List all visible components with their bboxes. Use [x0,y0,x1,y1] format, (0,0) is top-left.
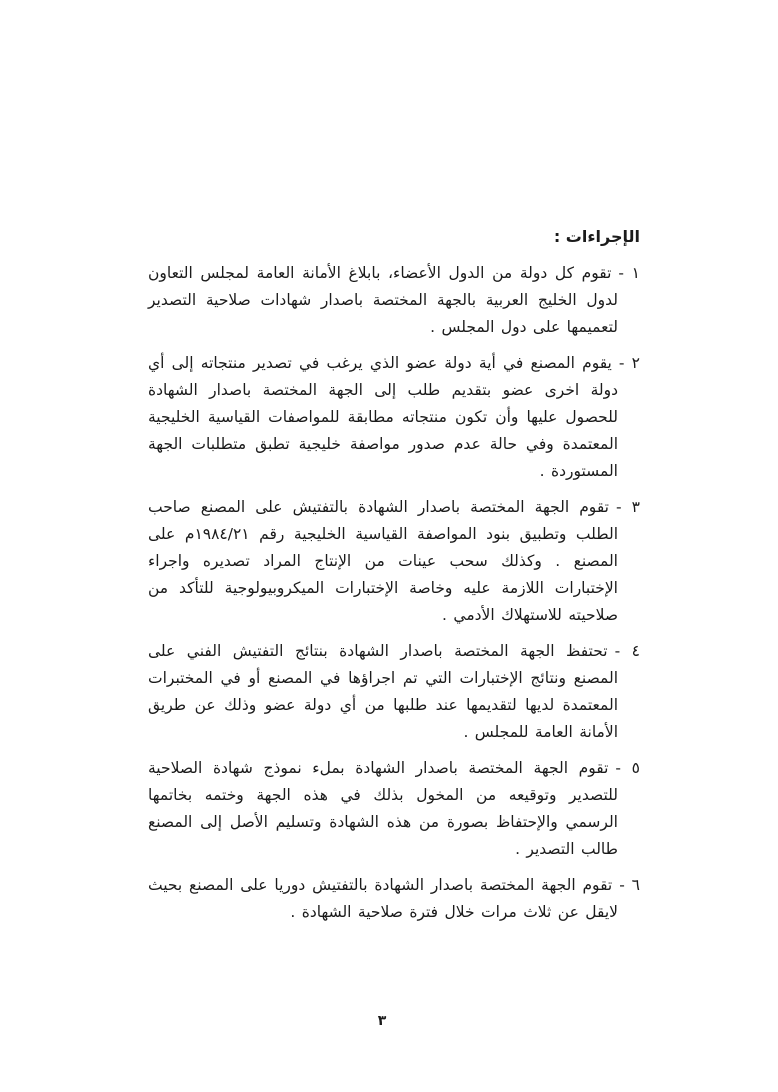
item-text: تقوم كل دولة من الدول الأعضاء، بابلاغ الأمانة العامة لمجلس التعاون لدول الخليج العربية بالجهة المختصة باصدار شهادات صلاحية التصدير لتعميمها على دول المجلس . [148,264,618,336]
item-text: تقوم الجهة المختصة باصدار الشهادة بالتفتيش دوريا على المصنع بحيث لايقل عن ثلاث مرات خلال فترة صلاحية الشهادة . [148,876,618,921]
item-marker: ٥ - [615,759,640,777]
item-marker: ٣ - [615,498,640,516]
item-text: تقوم الجهة المختصة باصدار الشهادة بالتفتيش على المصنع صاحب الطلب وتطبيق بنود المواصفة القياسية الخليجية رقم ١٩٨٤/٢١م على المصنع . وكذلك سحب عينات من الإنتاج المراد تصديره واجراء الإختبارات اللازمة عليه وخاصة الإختبارات الميكروبيولوجية للتأكد من صلاحيته للاستهلاك الأدمي . [148,498,619,624]
item-text: تحتفظ الجهة المختصة باصدار الشهادة بنتائج التفتيش الفني على المصنع ونتائج الإختبارات التي تم اجراؤها في المصنع أو في المختبرات المعتمدة لديها لتقديمها عند طلبها من أي دولة عضو وذلك عن طريق الأمانة العامة للمجلس . [148,642,618,741]
procedure-item [148,260,640,341]
item-text: يقوم المصنع في أية دولة عضو الذي يرغب في تصدير منتجاته إلى أي دولة اخرى عضو بتقديم طلب إلى الجهة المختصة باصدار الشهادة للحصول عليها وأن تكون منتجاته مطابقة للمواصفات القياسية الخليجية المعتمدة وفي حالة عدم صدور مواصفة خليجية تطبق متطلبات الجهة المستوردة . [148,354,618,480]
procedure-item [148,494,640,629]
procedure-item [148,638,640,746]
page-number: ٣ [377,1013,387,1029]
item-marker: ٤ - [614,642,640,660]
section-heading: الإجراءات : [553,227,640,246]
item-marker: ٦ - [619,876,640,894]
document-content [148,227,640,935]
procedure-item [148,755,640,863]
procedure-item [148,872,640,926]
procedures-list [148,260,640,926]
item-marker: ١ - [618,264,640,282]
item-marker: ٢ - [618,354,640,372]
item-text: تقوم الجهة المختصة باصدار الشهادة بملء نموذج شهادة الصلاحية للتصدير وتوقيعه من المخول بذلك في هذه الجهة وختمه بخاتمها الرسمي والإحتفاظ بصورة من هذه الشهادة وتسليم الأصل إلى المصنع طالب التصدير . [148,759,618,858]
procedure-item [148,350,640,485]
